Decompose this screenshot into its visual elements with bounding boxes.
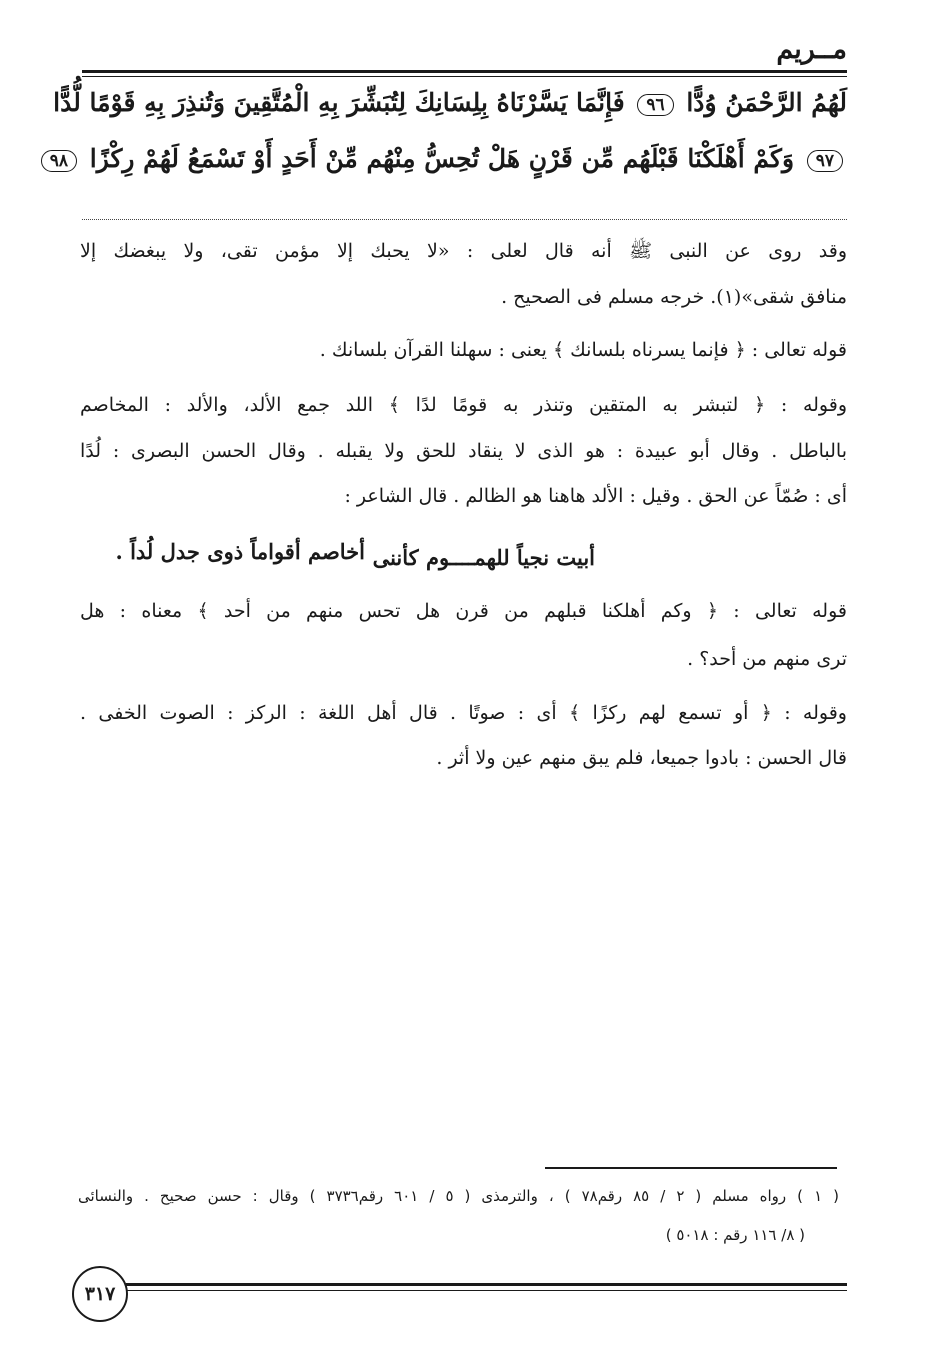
surah-title: مــريم — [776, 34, 847, 65]
commentary-line: قوله تعالى : ﴿ فإنما يسرناه بلسانك ﴾ يعنى : سهلنا القرآن بلسانك . — [319, 339, 847, 361]
verse-text: لَهُمُ الرَّحْمَنُ وُدًّا — [686, 88, 847, 117]
footnote-line: ( ٨/ ١١٦ رقم : ٥٠١٨ ) — [665, 1226, 805, 1244]
verse-text: وَكَمْ أَهْلَكْنَا قَبْلَهُم مِّن قَرْنٍ هَلْ تُحِسُّ مِنْهُم مِّنْ أَحَدٍ أَوْ تَسْمَعُ لَهُمْ رِكْزًا — [89, 144, 795, 173]
commentary-line: قال الحسن : بادوا جميعا، فلم يبق منهم عين ولا أثر . — [436, 747, 847, 769]
quran-verse-line-1 — [53, 88, 847, 117]
ayah-number-marker: ٩٦ — [637, 94, 673, 116]
poem-hemistich-right: أبيت نجياً للهمــــوم كأننى — [372, 545, 595, 570]
commentary-line: وقد روى عن النبى ﷺ أنه قال لعلى : «لا يحبك إلا مؤمن تقى، ولا يبغضك إلا — [80, 240, 847, 262]
footnote-rule — [545, 1167, 837, 1169]
commentary-line: قوله تعالى : ﴿ وكم أهلكنا قبلهم من قرن هل تحس منهم من أحد ﴾ معناه : هل — [80, 600, 847, 622]
ayah-number-marker: ٩٨ — [41, 150, 77, 172]
footer-rule-thin — [126, 1290, 847, 1291]
commentary-line: وقوله : ﴿ لتبشر به المتقين وتنذر به قومًا لدًا ﴾ اللد جمع الألد، والألد : المخاصم — [80, 394, 847, 416]
commentary-line: بالباطل . وقال أبو عبيدة : هو الذى لا ينقاد للحق ولا يقبله . وقال الحسن البصرى : لُدًا — [80, 440, 847, 462]
footer-rule-thick — [126, 1283, 847, 1286]
verse-text: فَإِنَّمَا يَسَّرْنَاهُ بِلِسَانِكَ لِتُبَشِّرَ بِهِ الْمُتَّقِينَ وَتُنذِرَ بِهِ قَوْمًا لُّدًّا — [53, 88, 625, 117]
commentary-line: منافق شقى»(١). خرجه مسلم فى الصحيح . — [501, 286, 847, 308]
page-number: ٣١٧ — [72, 1266, 128, 1322]
quran-verse-line-2 — [49, 144, 847, 173]
header-rule-thick — [82, 70, 847, 73]
commentary-line: أى : صُمّاً عن الحق . وقيل : الألد هاهنا هو الظالم . قال الشاعر : — [344, 485, 847, 507]
commentary-line: ترى منهم من أحد؟ . — [687, 648, 847, 670]
poem-hemistich-left: أخاصم أقواماً ذوى جدل لُداً . — [115, 539, 365, 564]
ayah-number-marker: ٩٧ — [807, 150, 843, 172]
commentary-line: وقوله : ﴿ أو تسمع لهم ركزًا ﴾ أى : صوتًا . قال أهل اللغة : الركز : الصوت الخفى . — [80, 702, 847, 724]
header-rule-thin — [82, 76, 847, 77]
section-divider — [82, 219, 847, 220]
footnote-line: ( ١ ) رواه مسلم ( ٢ / ٨٥ رقم٧٨ ) ، والترمذى ( ٥ / ٦٠١ رقم٣٧٣٦ ) وقال : حسن صحيح . والنسائى — [78, 1187, 839, 1205]
